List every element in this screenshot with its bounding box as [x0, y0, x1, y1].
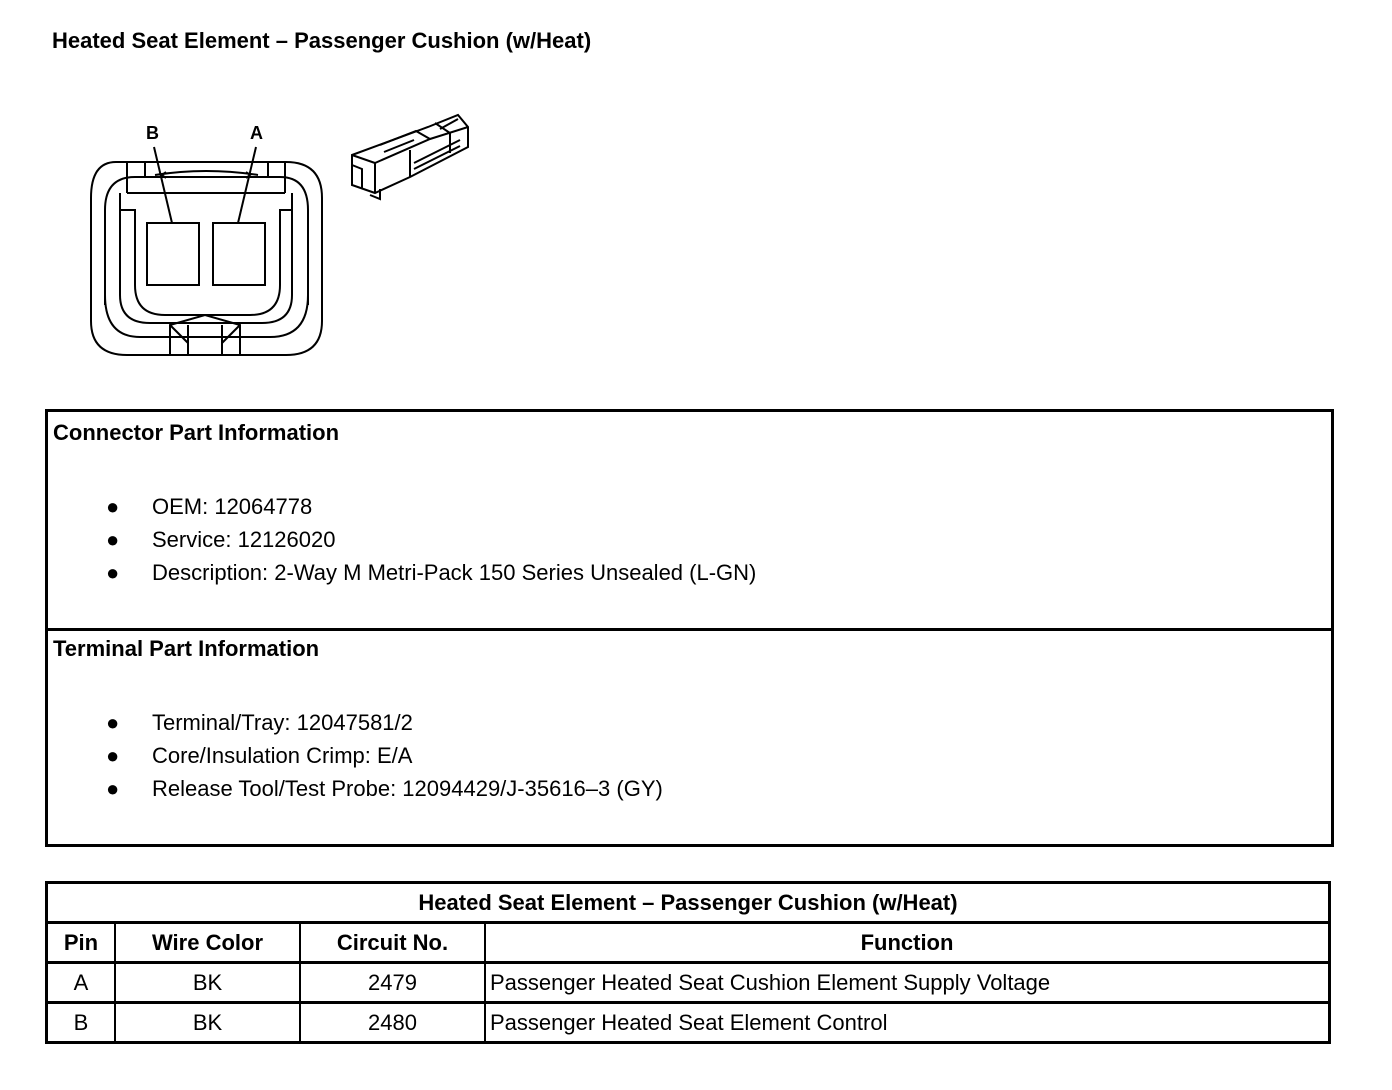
table-title-row — [47, 883, 1330, 923]
table-title: Heated Seat Element – Passenger Cushion (w/Heat) — [47, 883, 1330, 923]
bullet-icon: ● — [106, 494, 120, 519]
terminal-part-info: Terminal Part Information ● Terminal/Tray: 12047581/2 ● Core/Insulation Crimp: E/A ● Release Tool/Test Probe: 12094429/J-35616–3 (GY) — [45, 628, 1334, 847]
connector-face-diagram — [80, 115, 330, 365]
header-function: Function — [485, 923, 1330, 963]
pinout-table — [45, 881, 1331, 1044]
connector-part-info: Connector Part Information ● OEM: 12064778 ● Service: 12126020 ● Description: 2-Way M Metri-Pack 150 Series Unsealed (L-GN) — [45, 409, 1334, 631]
pin-label-a: A — [250, 123, 263, 143]
header-circuit: Circuit No. — [300, 923, 485, 963]
bullet-icon: ● — [106, 560, 120, 585]
page-title: Heated Seat Element – Passenger Cushion (w/Heat) — [52, 28, 592, 53]
cell-pin: A — [47, 963, 116, 1003]
cell-pin: B — [47, 1003, 116, 1043]
cell-function: Passenger Heated Seat Element Control — [485, 1003, 1330, 1043]
header-pin: Pin — [47, 923, 116, 963]
bullet-icon: ● — [106, 710, 120, 735]
bullet-icon: ● — [106, 743, 120, 768]
terminal-cavity-b — [147, 223, 199, 285]
bullet-icon: ● — [106, 776, 120, 801]
table-row — [47, 963, 1330, 1003]
connector-part-info-title: Connector Part Information — [53, 420, 340, 445]
table-row — [47, 1003, 1330, 1043]
bullet-icon: ● — [106, 527, 120, 552]
table-header-row — [47, 923, 1330, 963]
header-wire-color: Wire Color — [115, 923, 300, 963]
cell-circuit: 2480 — [300, 1003, 485, 1043]
pin-label-b: B — [146, 123, 159, 143]
terminal-cavity-block — [120, 193, 292, 315]
connector-isometric-diagram — [340, 105, 480, 210]
terminal-part-info-title: Terminal Part Information — [53, 636, 320, 661]
connector-housing-outline — [91, 162, 322, 355]
cell-function: Passenger Heated Seat Cushion Element Supply Voltage — [485, 963, 1330, 1003]
cell-wire-color: BK — [115, 1003, 300, 1043]
cell-wire-color: BK — [115, 963, 300, 1003]
terminal-cavity-a — [213, 223, 265, 285]
cell-circuit: 2479 — [300, 963, 485, 1003]
